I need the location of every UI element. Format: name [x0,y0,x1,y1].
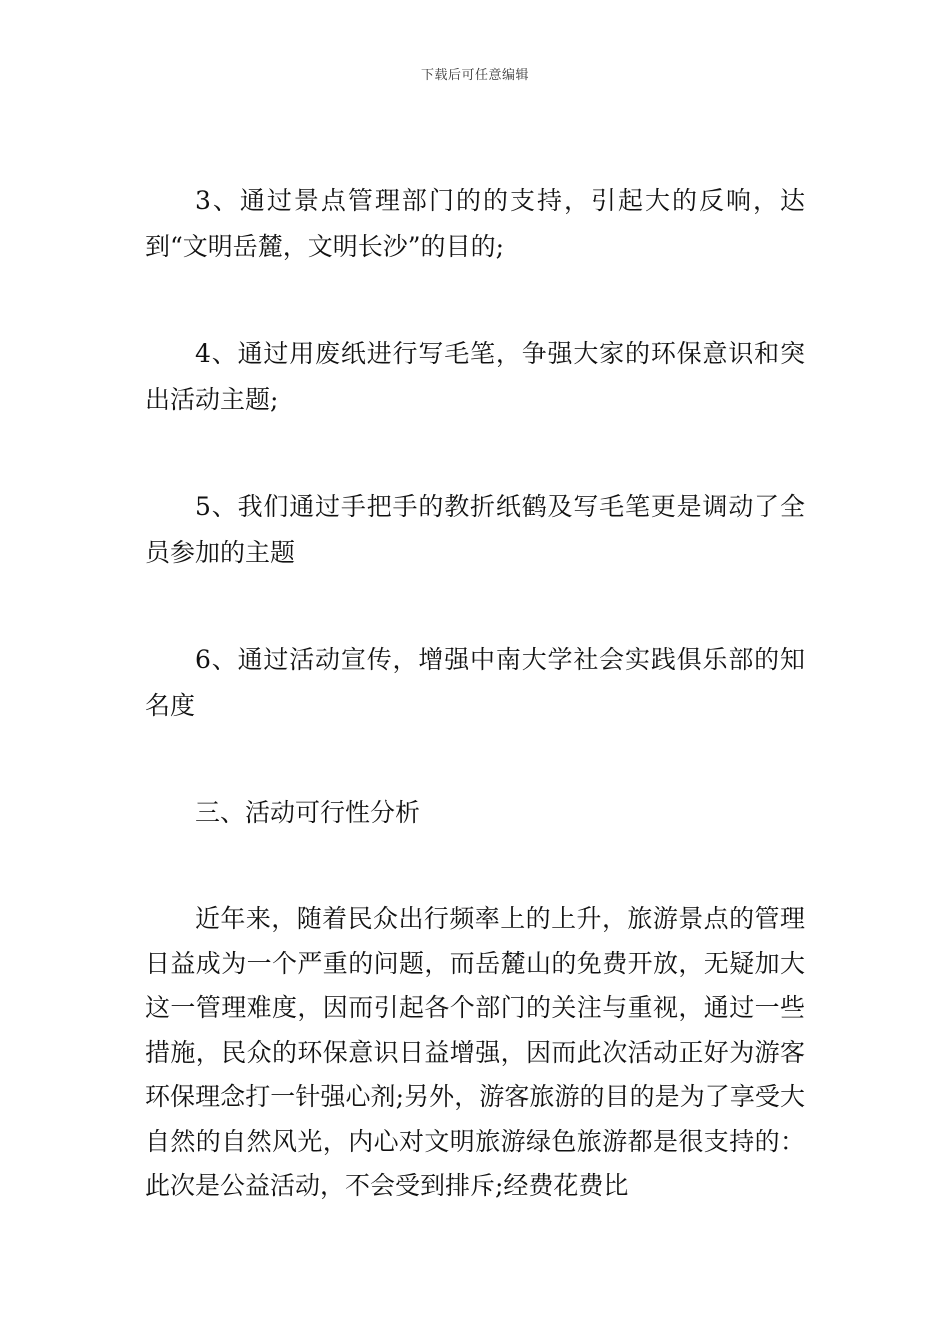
paragraph-item-4: 4、通过用废纸进行写毛笔，争强大家的环保意识和突出活动主题; [145,339,805,414]
header-note: 下载后可任意编辑 [420,68,529,83]
section-heading-feasibility: 三、活动可行性分析 [195,798,421,827]
paragraph-item-5: 5、我们通过手把手的教折纸鹤及写毛笔更是调动了全员参加的主题 [145,492,805,567]
paragraph-feasibility-analysis: 近年来，随着民众出行频率上的上升，旅游景点的管理日益成为一个严重的问题，而岳麓山的免费开放，无疑加大这一管理难度，因而引起各个部门的关注与重视，通过一些措施，民众的环保意识日益增强，因而此次活动正好为游客环保理念打一针强心剂;另外，游客旅游的目的是为了享受大自然的自然风光，内心对文明旅游绿色旅游都是很支持的：此次是公益活动，不会受到排斥;经费花费比 [145,904,805,1200]
body-text [145,178,805,1209]
paragraph-item-6: 6、通过活动宣传，增强中南大学社会实践俱乐部的知名度 [145,645,805,720]
paragraph-item-3: 3、通过景点管理部门的的支持，引起大的反响，达到“文明岳麓，文明长沙”的目的; [145,186,805,261]
